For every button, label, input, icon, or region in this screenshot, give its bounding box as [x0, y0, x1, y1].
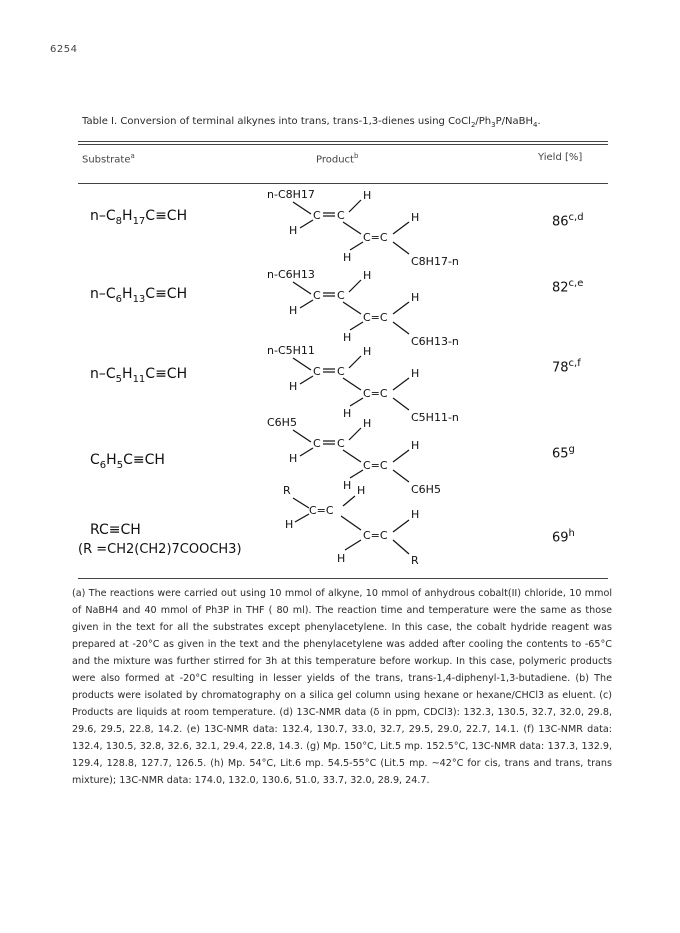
- table-header-rule: [78, 183, 608, 184]
- atom-c: C: [313, 437, 321, 450]
- atom-h: H: [363, 269, 372, 282]
- table-top-rule-double: [78, 144, 608, 145]
- atom-h: H: [411, 367, 420, 380]
- substituent-bottom: C6H5: [411, 483, 441, 494]
- atom-c: C: [337, 365, 345, 378]
- diene-structure: [253, 186, 493, 266]
- atom-c: C: [313, 289, 321, 302]
- atom-cc: C=C: [363, 387, 388, 400]
- substituent-top: n-C8H17: [267, 188, 315, 201]
- diene-structure: [253, 342, 493, 422]
- substrate-formula: $n-C_6H_{13}C\equiv CH$: [90, 286, 188, 305]
- substituent-top: n-C6H13: [267, 268, 315, 281]
- substituent-top: C6H5: [267, 416, 297, 429]
- atom-h: H: [343, 251, 352, 264]
- atom-cc: C=C: [309, 504, 334, 517]
- yield-value: 78$^{c,f}$: [552, 358, 581, 376]
- column-header-product: Product$^b$: [316, 152, 359, 166]
- diene-structure: [253, 266, 493, 346]
- atom-h: H: [289, 224, 298, 237]
- atom-h: H: [363, 345, 372, 358]
- atom-cc: C=C: [363, 459, 388, 472]
- atom-h: H: [289, 452, 298, 465]
- substrate-formula: RC≡CH: [90, 522, 141, 538]
- atom-cc: C=C: [363, 231, 388, 244]
- atom-h: H: [337, 552, 346, 565]
- atom-h: H: [289, 304, 298, 317]
- yield-value: 69$^h$: [552, 528, 575, 546]
- atom-cc: C=C: [363, 311, 388, 324]
- atom-h: H: [363, 189, 372, 202]
- atom-h: H: [357, 484, 366, 497]
- table-top-rule: [78, 141, 608, 142]
- footnote-text: (a) The reactions were carried out using 10 mmol of alkyne, 10 mmol of anhydrous cobalt(II) chloride, 10 mmol of NaBH4 and 40 mmol of Ph3P in THF ( 80 ml). The reaction time and temperature were the same as those given in the text for all the substrates except phenylacetylene. In this case, the cobalt hydride reagent was prepared at -20°C as given in the text and the phenylacetylene was added after cooling the contents to -65°C and the mixture was further stirred for 3h at this temperature before workup. In this case, polymeric products were also formed at -20°C resulting in lesser yields of the trans, trans-1,4-diphenyl-1,3-butadiene. (b) The products were isolated by chromatography on a silica gel column using hexane or hexane/CHCl3 as eluent. (c) Products are liquids at room temperature. (d) 13C-NMR data (δ in ppm, CDCl3): 132.3, 130.5, 32.7, 32.0, 29.8, 29.6, 29.5, 22.8, 14.2. (e) 13C-NMR data: 132.4, 130.7, 33.0, 32.7, 29.5, 29.0, 22.7, 14.1. (f) 13C-NMR data: 132.4, 130.5, 32.8, 32.6, 32.1, 29.4, 22.8, 14.3. (g) Mp. 150°C, Lit.5 mp. 152.5°C, 13C-NMR data: 137.3, 132.9, 129.4, 128.8, 127.7, 126.5. (h) Mp. 54°C, Lit.6 mp. 54.5-55°C (Lit.5 mp. ~42°C for cis, trans and trans, trans mixture); 13C-NMR data: 174.0, 132.0, 130.6, 51.0, 33.7, 32.0, 28.9, 24.7.: [72, 588, 612, 786]
- yield-value: 82$^{c,e}$: [552, 278, 584, 296]
- substrate-formula: $C_6H_5C\equiv CH$: [90, 452, 165, 471]
- substituent-bottom: C6H13-n: [411, 335, 459, 346]
- atom-h: H: [411, 439, 420, 452]
- table-caption: Table I. Conversion of terminal alkynes into trans, trans-1,3-dienes using $CoCl_2/Ph_3P/NaBH_4$.: [82, 116, 541, 129]
- substituent-bottom: R: [411, 554, 419, 567]
- substrate-r-definition: (R =CH2(CH2)7COOCH3): [78, 542, 242, 557]
- substituent-bottom: C8H17-n: [411, 255, 459, 266]
- atom-h: H: [285, 518, 294, 531]
- substituent-bottom: C5H11-n: [411, 411, 459, 422]
- atom-h: H: [363, 417, 372, 430]
- table-bottom-rule: [78, 578, 608, 579]
- atom-c: C: [313, 365, 321, 378]
- atom-h: H: [411, 211, 420, 224]
- atom-h: H: [343, 331, 352, 344]
- page-number: 6254: [50, 44, 78, 55]
- atom-h: H: [343, 407, 352, 420]
- atom-h: H: [411, 291, 420, 304]
- diene-structure: [253, 482, 493, 572]
- yield-value: 86$^{c,d}$: [552, 212, 584, 230]
- atom-c: C: [337, 209, 345, 222]
- atom-h: H: [343, 479, 352, 492]
- atom-cc: C=C: [363, 529, 388, 542]
- substituent-top: n-C5H11: [267, 344, 315, 357]
- atom-c: C: [337, 289, 345, 302]
- column-header-yield: Yield [%]: [538, 152, 583, 163]
- column-header-substrate: Substrate$^a$: [82, 152, 135, 166]
- yield-value: 65$^g$: [552, 444, 575, 462]
- substrate-formula: $n-C_8H_{17}C\equiv CH$: [90, 208, 188, 227]
- atom-h: H: [289, 380, 298, 393]
- table-footnotes: [72, 585, 612, 789]
- atom-c: C: [313, 209, 321, 222]
- substrate-formula: $n-C_5H_{11}C\equiv CH$: [90, 366, 188, 385]
- atom-c: C: [337, 437, 345, 450]
- substituent-top: R: [283, 484, 291, 497]
- atom-h: H: [411, 508, 420, 521]
